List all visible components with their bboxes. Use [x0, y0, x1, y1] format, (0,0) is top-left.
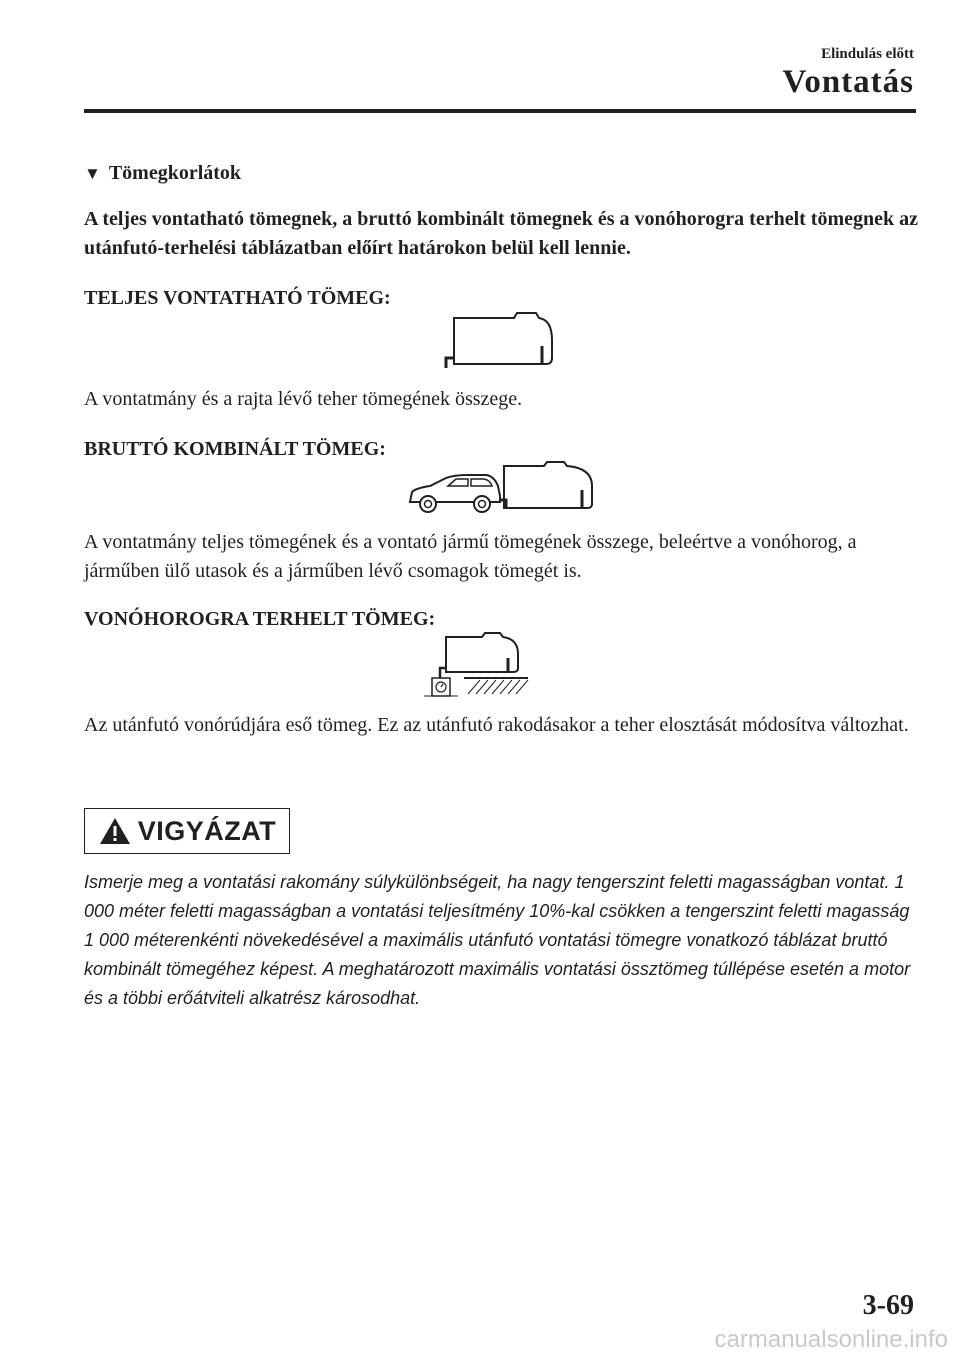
- definition-description: A vontatmány teljes tömegének és a vontató jármű tömegének összege, beleértve a vonóhorog, a járműben ülő utasok és a járműben lévő csomagok tömegét is.: [84, 531, 857, 582]
- tongue-weight-scale-icon: [424, 632, 530, 702]
- page-title: Vontatás: [782, 64, 914, 100]
- section-heading-text: Tömegkorlátok: [108, 162, 242, 184]
- header-divider: [84, 109, 916, 113]
- section-heading: [84, 162, 241, 185]
- car-with-trailer-icon: [406, 462, 596, 520]
- caution-title: VIGYÁZAT: [137, 815, 277, 846]
- definition-label: TELJES VONTATHATÓ TÖMEG:: [84, 287, 391, 309]
- page-number: 3-69: [862, 1290, 914, 1321]
- definition-label: VONÓHOROGRA TERHELT TÖMEG:: [84, 608, 436, 630]
- trailer-icon: [444, 312, 556, 374]
- warning-triangle-icon: [98, 816, 132, 846]
- caution-text: Ismerje meg a vontatási rakomány súlykülönbségeit, ha nagy tengerszint feletti magasságban vontat. 1 000 méter feletti magasságban a vontatási teljesítmény 10%-kal csökken a tengerszint feletti magasság 1 000 méterenkénti növekedésével a maximális utánfutó vontatási tömegre vonatkozó táblázat bruttó kombinált tömegéhez képest. A meghatározott maximális vontatási össztömeg túllépése esetén a motor és a többi erőátviteli alkatrész károsodhat.: [84, 872, 911, 1008]
- definition-description: Az utánfutó vonórúdjára eső tömeg. Ez az utánfutó rakodásakor a teher elosztását módosítva változhat.: [84, 714, 909, 736]
- definition-description: A vontatmány és a rajta lévő teher tömegének összege.: [84, 388, 523, 410]
- triangle-bullet-icon: ▼: [84, 163, 101, 183]
- definition-label: BRUTTÓ KOMBINÁLT TÖMEG:: [84, 438, 386, 460]
- section-intro: A teljes vontatható tömegnek, a bruttó kombinált tömegnek és a vonóhorogra terhelt tömegnek az utánfutó-terhelési táblázatban előírt határokon belül kell lennie.: [84, 208, 918, 259]
- caution-box: [84, 808, 290, 854]
- watermark: carmanualsonline.info: [714, 1326, 948, 1353]
- header-section-name: Elindulás előtt: [821, 46, 914, 62]
